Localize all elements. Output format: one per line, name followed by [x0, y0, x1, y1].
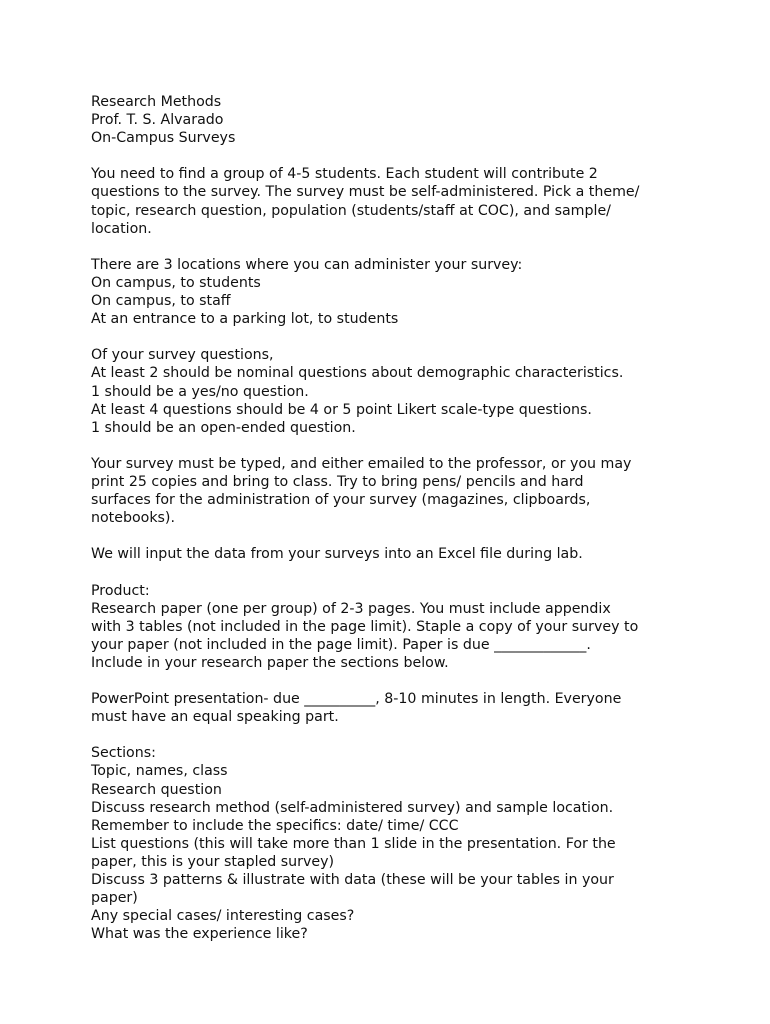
document-header: [91, 93, 691, 147]
section-item: Topic, names, class: [91, 763, 228, 780]
locations-paragraph: [91, 256, 691, 328]
typed-line: notebooks).: [91, 510, 175, 527]
question-rule: 1 should be a yes/no question.: [91, 383, 309, 400]
typed-line: Your survey must be typed, and either emailed to the professor, or you may: [91, 455, 632, 472]
section-item: Any special cases/ interesting cases?: [91, 908, 355, 925]
typed-line: print 25 copies and bring to class. Try to bring pens/ pencils and hard: [91, 473, 584, 490]
typed-paragraph: [91, 455, 691, 527]
excel-paragraph: [91, 545, 691, 563]
excel-line: We will input the data from your surveys into an Excel file during lab.: [91, 546, 583, 563]
intro-line: location.: [91, 220, 152, 237]
section-item: Research question: [91, 781, 222, 798]
question-rule: 1 should be an open-ended question.: [91, 419, 356, 436]
course-title: Research Methods: [91, 94, 222, 110]
powerpoint-line: must have an equal speaking part.: [91, 709, 339, 726]
intro-paragraph: [91, 165, 691, 237]
professor-name: Prof. T. S. Alvarado: [91, 112, 224, 129]
location-item: On campus, to students: [91, 274, 261, 291]
powerpoint-paragraph: [91, 690, 691, 726]
typed-line: surfaces for the administration of your survey (magazines, clipboards,: [91, 492, 591, 509]
product-line: Include in your research paper the sections below.: [91, 654, 449, 671]
section-item: Discuss 3 patterns & illustrate with data (these will be your tables in your: [91, 872, 614, 889]
product-line: your paper (not included in the page limit). Paper is due _____________.: [91, 636, 591, 653]
question-rule: At least 4 questions should be 4 or 5 point Likert scale-type questions.: [91, 401, 592, 418]
product-paragraph: [91, 582, 691, 672]
intro-line: topic, research question, population (students/staff at COC), and sample/: [91, 202, 611, 219]
intro-line: questions to the survey. The survey must be self-administered. Pick a theme/: [91, 184, 640, 201]
product-heading: Product:: [91, 582, 150, 599]
section-item: List questions (this will take more than 1 slide in the presentation. For the: [91, 835, 616, 852]
location-item: At an entrance to a parking lot, to students: [91, 311, 399, 328]
intro-line: You need to find a group of 4-5 students. Each student will contribute 2: [91, 166, 598, 183]
locations-lead: There are 3 locations where you can administer your survey:: [91, 256, 523, 273]
document-page: [91, 93, 691, 962]
question-rule: At least 2 should be nominal questions about demographic characteristics.: [91, 365, 624, 382]
powerpoint-line: PowerPoint presentation- due __________, 8-10 minutes in length. Everyone: [91, 691, 622, 708]
section-item: Remember to include the specifics: date/ time/ CCC: [91, 817, 459, 834]
section-item: paper): [91, 890, 138, 907]
section-item: What was the experience like?: [91, 926, 308, 943]
sections-paragraph: [91, 744, 691, 943]
questions-paragraph: [91, 346, 691, 436]
product-line: Research paper (one per group) of 2-3 pages. You must include appendix: [91, 600, 611, 617]
sections-heading: Sections:: [91, 745, 156, 762]
questions-lead: Of your survey questions,: [91, 347, 274, 364]
section-item: Discuss research method (self-administered survey) and sample location.: [91, 799, 614, 816]
location-item: On campus, to staff: [91, 293, 231, 310]
section-item: paper, this is your stapled survey): [91, 853, 335, 870]
product-line: with 3 tables (not included in the page limit). Staple a copy of your survey to: [91, 618, 639, 635]
assignment-title: On-Campus Surveys: [91, 130, 236, 147]
